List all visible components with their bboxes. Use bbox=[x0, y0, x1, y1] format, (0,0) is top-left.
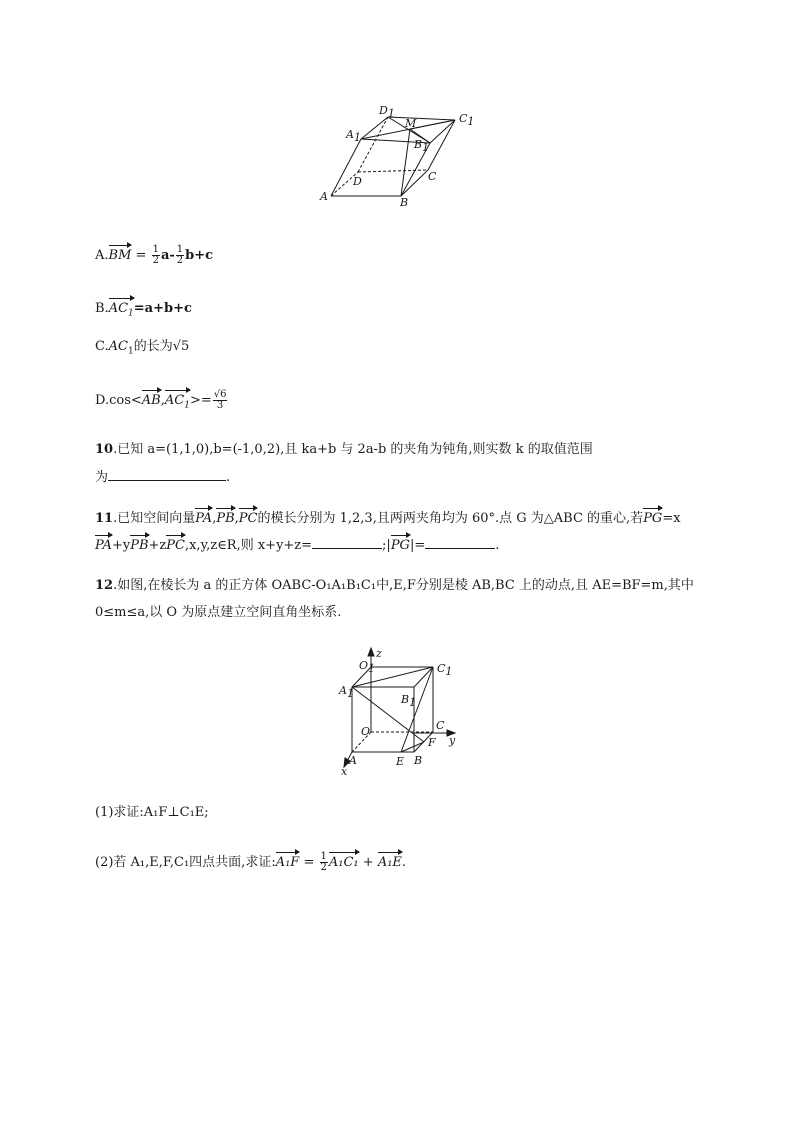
label-a: A bbox=[349, 754, 357, 767]
axis-z-label: z bbox=[376, 647, 382, 660]
label-f: F bbox=[428, 736, 436, 749]
label-c: C bbox=[436, 719, 445, 732]
question-10-line2: 为 . bbox=[95, 470, 231, 485]
fraction-sqrt6-over-3: $\frac{√6}{3}$ bbox=[213, 389, 227, 411]
option-b: $B.AC_1=a+b+c$ bbox=[95, 298, 192, 323]
option-d: $D.\cos<AB,AC_1>=$ $\frac{√6}{3}$ bbox=[95, 390, 228, 415]
question-12-part-1: (1)求证:A₁F⊥C₁E; bbox=[95, 805, 209, 820]
answer-blank-sum[interactable] bbox=[312, 536, 382, 549]
label-b1: B1 bbox=[401, 693, 417, 709]
label-b1: B1 bbox=[414, 138, 430, 154]
label-d1: D1 bbox=[379, 104, 395, 120]
vector-a1f: A₁F bbox=[276, 852, 300, 872]
question-number: 12 bbox=[95, 578, 114, 593]
vector-pa: PA bbox=[95, 535, 112, 555]
option-a: A.BM = $\frac{1}{2}$ a- $\frac{1}{2}$ b+c bbox=[95, 244, 214, 266]
vector-pg: PG bbox=[643, 508, 662, 528]
vector-ab: AB bbox=[142, 390, 161, 410]
vector-pc: PC bbox=[166, 535, 185, 555]
question-number: 10 bbox=[95, 442, 114, 457]
question-12-part-2: (2)若 A₁,E,F,C₁四点共面,求证:A₁F = $\frac{1}{2}$ A₁C₁ + A₁E. bbox=[95, 851, 407, 873]
question-11: 11.已知空间向量PA,PB,PC的模长分别为 1,2,3,且两两夹角均为 60°.点 G 为△ABC 的重心,若PG=x bbox=[95, 508, 681, 528]
cube-figure bbox=[335, 645, 465, 780]
question-12: 12.如图,在棱长为 a 的正方体 OABC-O₁A₁B₁C₁中,E,F分别是棱 AB,BC 上的动点,且 AE=BF=m,其中 bbox=[95, 578, 694, 593]
label-c1: C1 bbox=[437, 662, 453, 678]
question-11-line2: PA+yPB+zPC,x,y,z∈R,则 x+y+z= ;|PG|= . bbox=[95, 535, 499, 555]
parallelepiped-figure bbox=[315, 100, 480, 210]
label-a1: A1 bbox=[346, 128, 361, 144]
answer-blank-magnitude[interactable] bbox=[425, 536, 495, 549]
label-b: B bbox=[400, 196, 409, 209]
vector-bm: BM bbox=[109, 245, 132, 265]
label-o: O bbox=[361, 725, 371, 738]
vector-ac1: $AC_1$ bbox=[165, 390, 190, 415]
label-m: M bbox=[405, 117, 417, 130]
label-c1: C1 bbox=[459, 112, 475, 128]
label-o1: O1 bbox=[359, 659, 376, 675]
axis-x-label: x bbox=[341, 765, 348, 778]
label-a: A bbox=[320, 190, 328, 203]
vector-pc: PC bbox=[239, 508, 258, 528]
question-12-line2: 0≤m≤a,以 O 为原点建立空间直角坐标系. bbox=[95, 605, 342, 620]
answer-blank[interactable] bbox=[108, 468, 226, 481]
question-number: 11 bbox=[95, 511, 114, 526]
vector-ac1: $AC_1$ bbox=[109, 298, 134, 323]
label-b: B bbox=[414, 754, 423, 767]
vector-pa: PA bbox=[195, 508, 212, 528]
vector-pb: PB bbox=[130, 535, 148, 555]
option-c: $C.AC_1$的长为√5 bbox=[95, 339, 190, 357]
fraction-half: $\frac{1}{2}$ bbox=[152, 244, 159, 266]
label-c: C bbox=[428, 170, 437, 183]
fraction-half: $\frac{1}{2}$ bbox=[176, 244, 184, 266]
label-e: E bbox=[396, 755, 405, 768]
vector-a1e: A₁E bbox=[378, 852, 402, 872]
vector-pg: PG bbox=[391, 535, 410, 555]
fraction-half: $\frac{1}{2}$ bbox=[320, 851, 327, 873]
label-a1: A1 bbox=[339, 684, 354, 700]
vector-a1c1: A₁C₁ bbox=[329, 852, 359, 872]
label-d: D bbox=[353, 175, 362, 188]
question-10: 10.已知 a=(1,1,0),b=(-1,0,2),且 ka+b 与 2a-b 的夹角为钝角,则实数 k 的取值范围 bbox=[95, 442, 593, 457]
axis-y-label: y bbox=[449, 734, 456, 747]
vector-pb: PB bbox=[216, 508, 234, 528]
